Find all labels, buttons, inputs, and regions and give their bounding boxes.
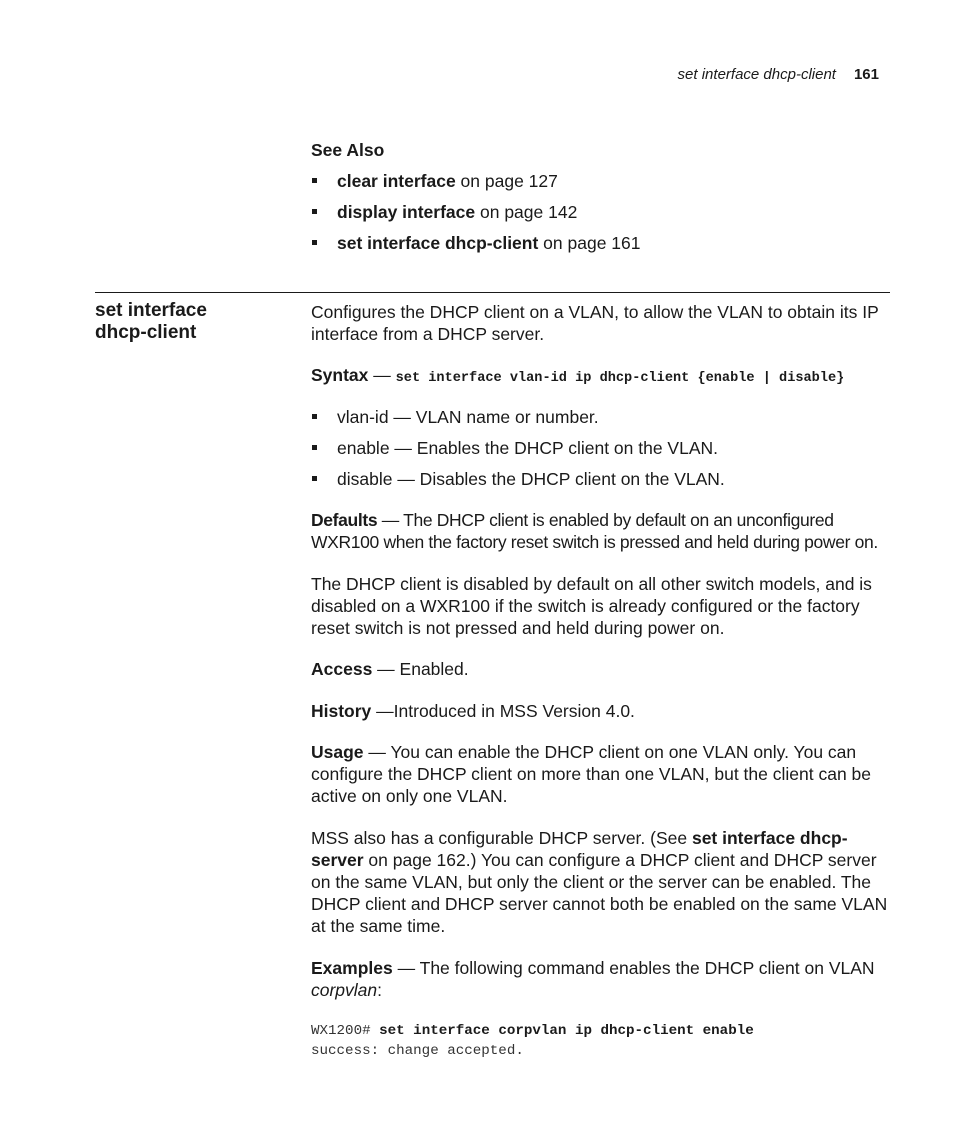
examples-vlan: corpvlan [311, 980, 378, 1000]
defaults-paragraph [311, 509, 891, 553]
section-title-line: dhcp-client [95, 322, 197, 343]
bullet-icon [312, 445, 317, 450]
syntax-label: Syntax [311, 365, 369, 385]
code-example [311, 1021, 754, 1061]
usage-paragraph [311, 741, 891, 807]
list-item [311, 468, 891, 499]
defaults-label: Defaults [311, 510, 378, 530]
parameter-text: disable — Disables the DHCP client on the VLAN. [337, 469, 725, 489]
page-number: 161 [853, 66, 879, 83]
examples-paragraph [311, 957, 891, 1001]
parameter-text: vlan-id — VLAN name or number. [337, 407, 599, 427]
usage-label: Usage [311, 742, 364, 762]
see-also-page-ref: on page 161 [538, 233, 641, 253]
section-description: Configures the DHCP client on a VLAN, to allow the VLAN to obtain its IP interface from a DHCP server. [311, 302, 879, 344]
see-also-page-ref: on page 127 [455, 171, 558, 191]
code-output: success: change accepted. [311, 1043, 524, 1059]
history-text: —Introduced in MSS Version 4.0. [371, 701, 635, 721]
list-item [311, 201, 891, 232]
examples-label: Examples [311, 958, 393, 978]
section-title-line: set interface [95, 300, 207, 321]
bullet-icon [312, 414, 317, 419]
bullet-icon [312, 240, 317, 245]
list-item [311, 437, 891, 468]
section-divider [95, 292, 890, 293]
running-title: set interface dhcp-client [677, 66, 836, 83]
bullet-icon [312, 209, 317, 214]
code-prompt: WX1200# [311, 1023, 380, 1039]
usage-text: — You can enable the DHCP client on one VLAN only. You can configure the DHCP client on more than one VLAN, but the client can be active on only one VLAN. [311, 742, 872, 806]
access-label: Access [311, 659, 373, 679]
see-also-link[interactable]: display interface [337, 202, 476, 222]
list-item [311, 406, 891, 437]
defaults-text: — The DHCP client is enabled by default on an unconfigured WXR100 when the factory reset switch is pressed and held during power on. [311, 510, 878, 552]
running-header [678, 66, 879, 83]
usage-paragraph-2 [311, 827, 891, 937]
usage2-before: MSS also has a configurable DHCP server. (See [311, 828, 692, 848]
parameter-list [311, 406, 891, 499]
code-line [311, 1021, 754, 1041]
usage2-link[interactable]: set interface dhcp-server [311, 828, 848, 870]
list-item [311, 232, 891, 263]
access-text: — Enabled. [372, 659, 469, 679]
see-also-link[interactable]: clear interface [337, 171, 456, 191]
examples-text: — The following command enables the DHCP client on VLAN [392, 958, 875, 978]
list-item [311, 170, 891, 201]
examples-colon: : [377, 980, 383, 1000]
see-also-heading: See Also [311, 140, 385, 160]
parameter-text: enable — Enables the DHCP client on the VLAN. [337, 438, 719, 458]
syntax-line [311, 364, 891, 390]
syntax-command: set interface vlan-id ip dhcp-client {enable | disable} [395, 371, 845, 386]
see-also-page-ref: on page 142 [475, 202, 578, 222]
syntax-dash: — [368, 365, 396, 385]
defaults-paragraph-2: The DHCP client is disabled by default on all other switch models, and is disabled on a WXR100 if the switch is already configured or the factory reset switch is not pressed and held during power on. [311, 574, 872, 638]
bullet-icon [312, 178, 317, 183]
bullet-icon [312, 476, 317, 481]
access-paragraph [311, 658, 891, 680]
history-paragraph [311, 700, 891, 722]
see-also-link[interactable]: set interface dhcp-client [337, 233, 539, 253]
see-also-list [311, 170, 891, 263]
usage2-after: on page 162.) You can configure a DHCP client and DHCP server on the same VLAN, but only the client or the server can be enabled. The DHCP client and DHCP server cannot both be enabled on the same VLAN at the same time. [311, 850, 888, 936]
history-label: History [311, 701, 372, 721]
code-command: set interface corpvlan ip dhcp-client enable [379, 1023, 754, 1039]
section-title [95, 300, 295, 344]
